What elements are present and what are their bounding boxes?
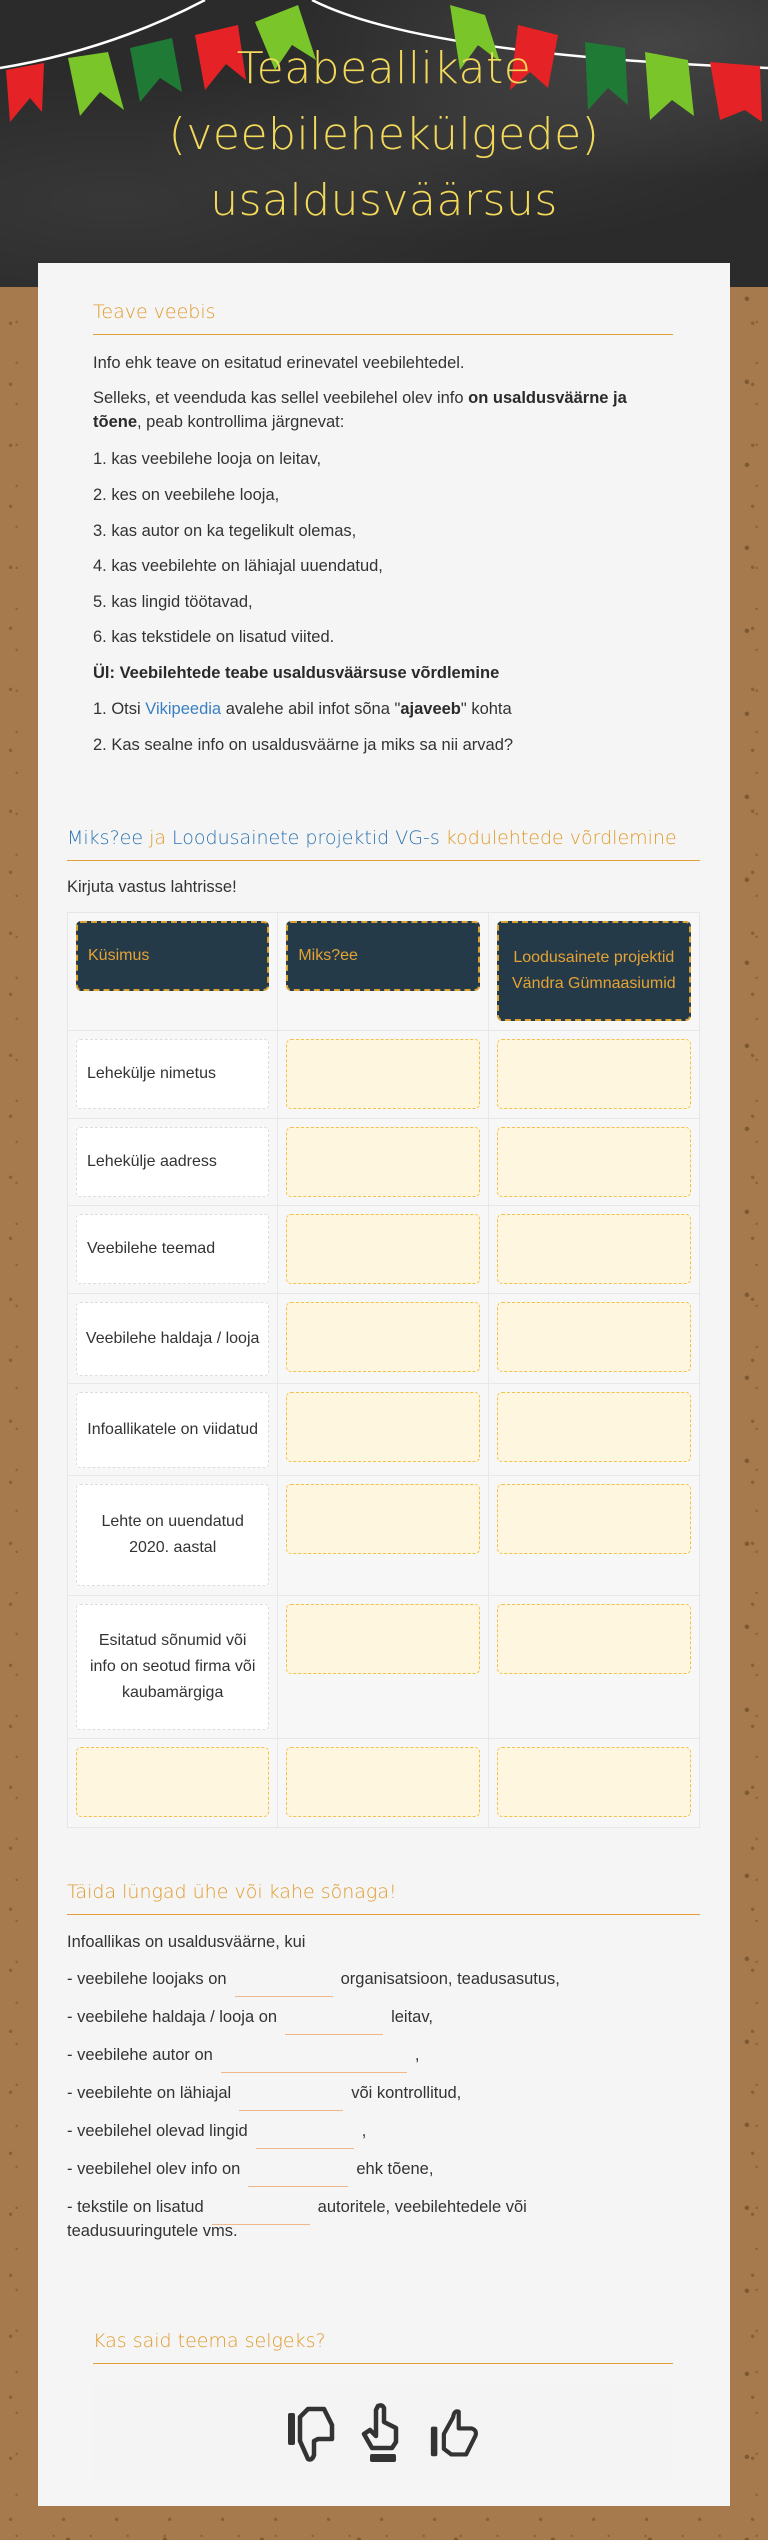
blank-input-3[interactable] [221, 2053, 407, 2073]
question-cell: Esitatud sõnumid või info on seotud firma või kaubamärgiga [76, 1604, 269, 1730]
fill-line-7: - tekstile on lisatud autoritele, veebilehtedele või teadusuuringutele vms. [67, 2198, 527, 2240]
answer-input-miksee[interactable] [286, 1039, 479, 1109]
answer-input-question[interactable] [76, 1747, 269, 1817]
fill-line-2: - veebilehe haldaja / looja on leitav, [67, 2005, 433, 2029]
pointing-hand-icon [358, 2402, 408, 2466]
exercise-step-1: 1. Otsi Vikipeedia avalehe abil infot sõna "ajaveeb" kohta [93, 700, 512, 718]
checklist-item-1: 1. kas veebilehe looja on leitav, [93, 450, 322, 468]
table-row [68, 1596, 699, 1739]
blank-input-1[interactable] [235, 1977, 333, 1997]
checklist-item-3: 3. kas autor on ka tegelikult olemas, [93, 522, 357, 540]
title-line-2: (veebilehekülgede) [168, 109, 600, 160]
answer-input-miksee[interactable] [286, 1127, 479, 1197]
answer-input-loodusainete[interactable] [497, 1484, 691, 1554]
answer-input-miksee[interactable] [286, 1392, 479, 1462]
answer-input-miksee[interactable] [286, 1214, 479, 1284]
question-cell: Lehte on uuendatud 2020. aastal [76, 1484, 269, 1586]
blank-input-5[interactable] [256, 2129, 354, 2149]
section-heading-fill-blanks: Täida lüngad ühe või kahe sõnaga! [67, 1880, 700, 1915]
fill-line-6: - veebilehel olev info on ehk tõene, [67, 2157, 433, 2181]
table-row [68, 1384, 699, 1476]
blank-input-4[interactable] [239, 2091, 343, 2111]
answer-input-loodusainete[interactable] [497, 1127, 691, 1197]
feedback-vote-box [93, 2386, 673, 2482]
title-line-1: Teabeallikate [236, 43, 532, 94]
section-heading-teave-veebis: Teave veebis [93, 300, 673, 335]
column-header-loodusainete: Loodusainete projektid Vändra Gümnaasiumid [497, 921, 691, 1021]
fill-line-3: - veebilehe autor on , [67, 2043, 419, 2067]
answer-input-miksee[interactable] [286, 1747, 479, 1817]
vikipeedia-link[interactable]: Vikipeedia [145, 700, 222, 718]
fill-line-4: - veebilehte on lähiajal või kontrollitud, [67, 2081, 461, 2105]
criteria-paragraph: Selleks, et veenduda kas sellel veebilehel olev info on usaldusväärne ja tõene, peab kontrollima järgnevat: [93, 389, 627, 431]
column-header-miksee: Miks?ee [286, 921, 479, 991]
question-cell: Lehekülje nimetus [76, 1039, 269, 1109]
answer-input-loodusainete[interactable] [497, 1392, 691, 1462]
table-row [68, 1739, 699, 1827]
answer-input-loodusainete[interactable] [497, 1039, 691, 1109]
answer-input-loodusainete[interactable] [497, 1214, 691, 1284]
fill-line-5: - veebilehel olevad lingid , [67, 2119, 366, 2143]
question-cell: Veebilehe haldaja / looja [76, 1302, 269, 1376]
table-row [68, 1294, 699, 1384]
exercise-step-2: 2. Kas sealne info on usaldusväärne ja miks sa nii arvad? [93, 736, 514, 754]
table-header-row [68, 913, 699, 1031]
table-row [68, 1206, 699, 1294]
thumbs-down-button[interactable] [285, 2402, 337, 2466]
table-row [68, 1031, 699, 1119]
section-heading-feedback: Kas said teema selgeks? [93, 2329, 673, 2364]
checklist-item-2: 2. kes on veebilehe looja, [93, 486, 280, 504]
answer-input-miksee[interactable] [286, 1604, 479, 1674]
answer-input-miksee[interactable] [286, 1484, 479, 1554]
table-instruction: Kirjuta vastus lahtrisse! [67, 878, 237, 896]
neutral-hand-button[interactable] [357, 2402, 409, 2466]
intro-text: Info ehk teave on esitatud erinevatel veebilehtedel. [93, 354, 465, 372]
table-row [68, 1119, 699, 1206]
blank-input-2[interactable] [285, 2015, 383, 2035]
blank-input-7[interactable] [212, 2205, 310, 2225]
checklist-item-4: 4. kas veebilehte on lähiajal uuendatud, [93, 557, 383, 575]
fill-line-1: - veebilehe loojaks on organisatsioon, teadusasutus, [67, 1967, 560, 1991]
question-cell: Lehekülje aadress [76, 1127, 269, 1197]
table-row [68, 1476, 699, 1596]
comparison-table [67, 912, 700, 1828]
section-heading-comparison: Miks?ee ja Loodusainete projektid VG-s kodulehtede võrdlemine [67, 826, 700, 861]
fill-intro: Infoallikas on usaldusväärne, kui [67, 1933, 306, 1951]
chalkboard-header [0, 0, 768, 287]
answer-input-loodusainete[interactable] [497, 1302, 691, 1372]
exercise-title: Ül: Veebilehtede teabe usaldusväärsuse võrdlemine [93, 664, 500, 682]
blank-input-6[interactable] [248, 2167, 348, 2187]
answer-input-loodusainete[interactable] [497, 1747, 691, 1817]
checklist-item-6: 6. kas tekstidele on lisatud viited. [93, 628, 335, 646]
question-cell: Infoallikatele on viidatud [76, 1392, 269, 1468]
thumbs-up-icon [429, 2404, 481, 2464]
page-title [0, 36, 768, 234]
answer-input-miksee[interactable] [286, 1302, 479, 1372]
content-card [38, 263, 730, 2506]
thumbs-down-icon [286, 2405, 336, 2463]
question-cell: Veebilehe teemad [76, 1214, 269, 1284]
thumbs-up-button[interactable] [429, 2402, 481, 2466]
answer-input-loodusainete[interactable] [497, 1604, 691, 1674]
title-line-3: usaldusväärsus [210, 175, 558, 226]
checklist-item-5: 5. kas lingid töötavad, [93, 593, 253, 611]
column-header-kusimus: Küsimus [76, 921, 269, 991]
